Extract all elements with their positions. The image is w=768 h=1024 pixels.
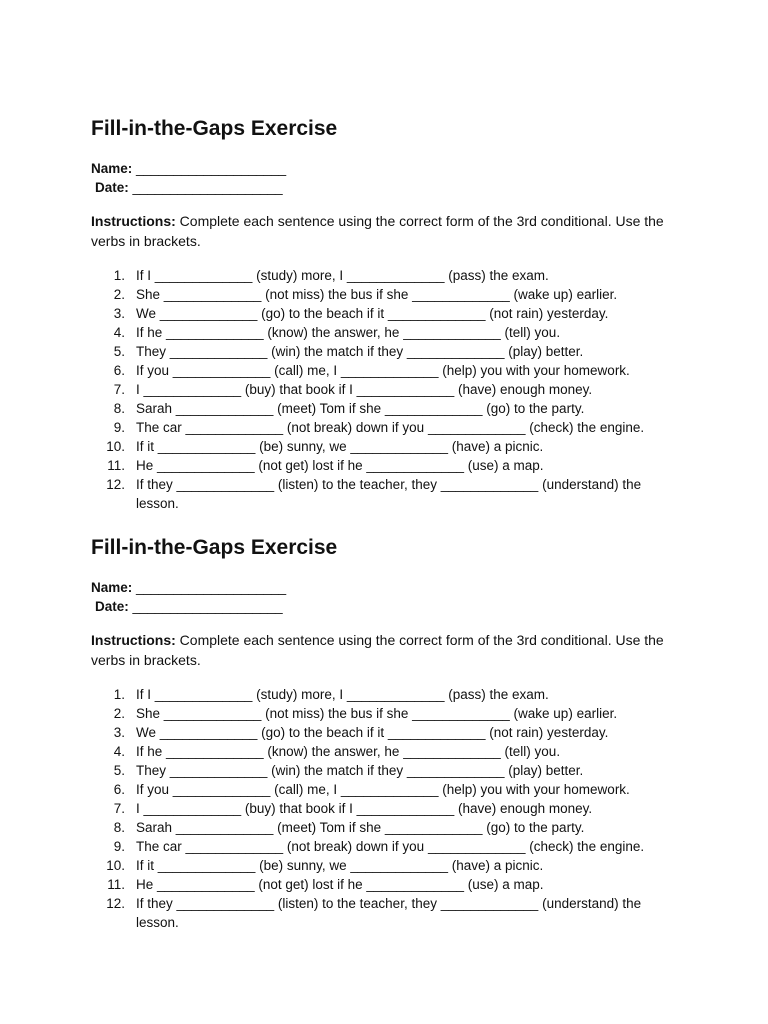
- date-blank: ____________________: [132, 180, 283, 195]
- question-number: 10.: [106, 439, 125, 454]
- instructions-label: Instructions:: [91, 213, 176, 229]
- name-field: [91, 161, 286, 176]
- question-text: She _____________ (not miss) the bus if she _____________ (wake up) earlier.: [136, 706, 618, 721]
- question-number: 9.: [113, 839, 125, 854]
- instructions: [91, 212, 681, 251]
- question-number: 5.: [113, 763, 125, 778]
- question-number: 4.: [113, 325, 125, 340]
- instructions-text: Complete each sentence using the correct form of the 3rd conditional. Use the verbs in brackets.: [91, 632, 664, 668]
- question-text: If you _____________ (call) me, I _____________ (help) you with your homework.: [136, 363, 630, 378]
- question-text: If he _____________ (know) the answer, he _____________ (tell) you.: [136, 325, 561, 340]
- name-blank: ____________________: [136, 580, 287, 595]
- question-number: 8.: [113, 401, 125, 416]
- instructions-label: Instructions:: [91, 632, 176, 648]
- question-number: 1.: [113, 268, 125, 283]
- name-blank: ____________________: [136, 161, 287, 176]
- question-text: If I _____________ (study) more, I _____________ (pass) the exam.: [136, 268, 549, 283]
- question-number: 4.: [113, 744, 125, 759]
- question-number: 5.: [113, 344, 125, 359]
- question-number: 6.: [113, 782, 125, 797]
- question-number: 7.: [113, 382, 125, 397]
- date-blank: ____________________: [132, 599, 283, 614]
- exercise-title: Fill-in-the-Gaps Exercise: [91, 536, 338, 559]
- question-number: 6.: [113, 363, 125, 378]
- question-text: We _____________ (go) to the beach if it _____________ (not rain) yesterday.: [136, 306, 609, 321]
- question-text: They _____________ (win) the match if they _____________ (play) better.: [136, 763, 584, 778]
- question-text: She _____________ (not miss) the bus if she _____________ (wake up) earlier.: [136, 287, 618, 302]
- question-text: If it _____________ (be) sunny, we _____________ (have) a picnic.: [136, 858, 544, 873]
- date-field: [95, 180, 283, 195]
- question-number: 2.: [113, 706, 125, 721]
- date-label: Date:: [95, 599, 129, 614]
- question-text: The car _____________ (not break) down if you _____________ (check) the engine.: [136, 420, 645, 435]
- name-field: [91, 580, 286, 595]
- question-number: 1.: [113, 687, 125, 702]
- question-number: 11.: [107, 877, 125, 892]
- question-number: 12.: [106, 477, 125, 492]
- question-text: He _____________ (not get) lost if he _____________ (use) a map.: [136, 877, 544, 892]
- date-label: Date:: [95, 180, 129, 195]
- question-number: 8.: [113, 820, 125, 835]
- question-number: 12.: [106, 896, 125, 911]
- question-number: 11.: [107, 458, 125, 473]
- question-number: 3.: [113, 725, 125, 740]
- question-text: I _____________ (buy) that book if I _____________ (have) enough money.: [136, 801, 593, 816]
- question-number: 3.: [113, 306, 125, 321]
- question-text: If it _____________ (be) sunny, we _____________ (have) a picnic.: [136, 439, 544, 454]
- question-text: I _____________ (buy) that book if I _____________ (have) enough money.: [136, 382, 593, 397]
- question-number: 7.: [113, 801, 125, 816]
- name-label: Name:: [91, 161, 133, 176]
- question-number: 10.: [106, 858, 125, 873]
- instructions-text: Complete each sentence using the correct form of the 3rd conditional. Use the verbs in brackets.: [91, 213, 664, 249]
- question-number: 9.: [113, 420, 125, 435]
- question-text: Sarah _____________ (meet) Tom if she _____________ (go) to the party.: [136, 820, 585, 835]
- question-text: If they _____________ (listen) to the teacher, they _____________ (understand) the lesson.: [136, 896, 642, 930]
- question-number: 2.: [113, 287, 125, 302]
- instructions: [91, 631, 681, 670]
- question-text: They _____________ (win) the match if they _____________ (play) better.: [136, 344, 584, 359]
- question-text: If you _____________ (call) me, I _____________ (help) you with your homework.: [136, 782, 630, 797]
- name-label: Name:: [91, 580, 133, 595]
- exercise-title: Fill-in-the-Gaps Exercise: [91, 117, 338, 140]
- date-field: [95, 599, 283, 614]
- question-text: The car _____________ (not break) down if you _____________ (check) the engine.: [136, 839, 645, 854]
- question-text: If I _____________ (study) more, I _____________ (pass) the exam.: [136, 687, 549, 702]
- question-text: We _____________ (go) to the beach if it _____________ (not rain) yesterday.: [136, 725, 609, 740]
- question-text: If they _____________ (listen) to the teacher, they _____________ (understand) the lesson.: [136, 477, 642, 511]
- question-text: If he _____________ (know) the answer, he _____________ (tell) you.: [136, 744, 561, 759]
- question-text: He _____________ (not get) lost if he _____________ (use) a map.: [136, 458, 544, 473]
- question-text: Sarah _____________ (meet) Tom if she _____________ (go) to the party.: [136, 401, 585, 416]
